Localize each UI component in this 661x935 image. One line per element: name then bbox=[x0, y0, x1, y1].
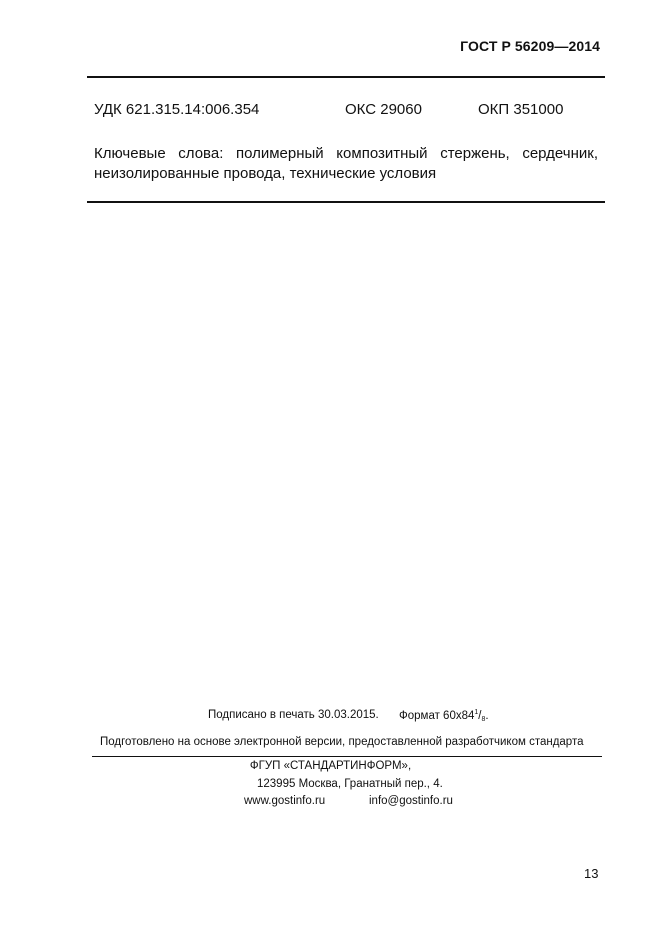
paper-format: Формат $60х84^1/_8$. bbox=[399, 709, 489, 723]
email-link[interactable]: info@gostinfo.ru bbox=[369, 795, 453, 807]
okp-code: ОКП 351000 bbox=[478, 101, 564, 118]
standard-code: ГОСТ Р 56209—2014 bbox=[460, 38, 600, 54]
format-denominator: 8 bbox=[481, 716, 486, 723]
udk-code: УДК 621.315.14:006.354 bbox=[94, 101, 260, 118]
top-divider bbox=[87, 76, 605, 78]
website-link[interactable]: www.gostinfo.ru bbox=[244, 795, 326, 807]
signed-date: Подписано в печать 30.03.2015. bbox=[208, 709, 379, 721]
publisher-name: ФГУП «СТАНДАРТИНФОРМ», bbox=[249, 760, 412, 772]
oks-code: ОКС 29060 bbox=[345, 101, 422, 118]
page-number: 13 bbox=[584, 866, 599, 881]
imprint-divider bbox=[92, 756, 602, 757]
format-numerator: 1 bbox=[474, 709, 479, 716]
keywords-divider bbox=[87, 201, 605, 203]
prepared-note: Подготовлено на основе электронной версии, предоставленной разработчиком стандарта bbox=[100, 736, 584, 748]
keywords-line-1: Ключевые слова: полимерный композитный стержень, сердечник, bbox=[94, 145, 598, 162]
keywords-line-2: неизолированные провода, технические условия bbox=[94, 165, 437, 182]
keywords-block bbox=[94, 144, 598, 184]
format-prefix: Формат 60х84 bbox=[399, 710, 475, 722]
publisher-address: 123995 Москва, Гранатный пер., 4. bbox=[257, 778, 443, 790]
format-suffix: . bbox=[485, 710, 489, 722]
